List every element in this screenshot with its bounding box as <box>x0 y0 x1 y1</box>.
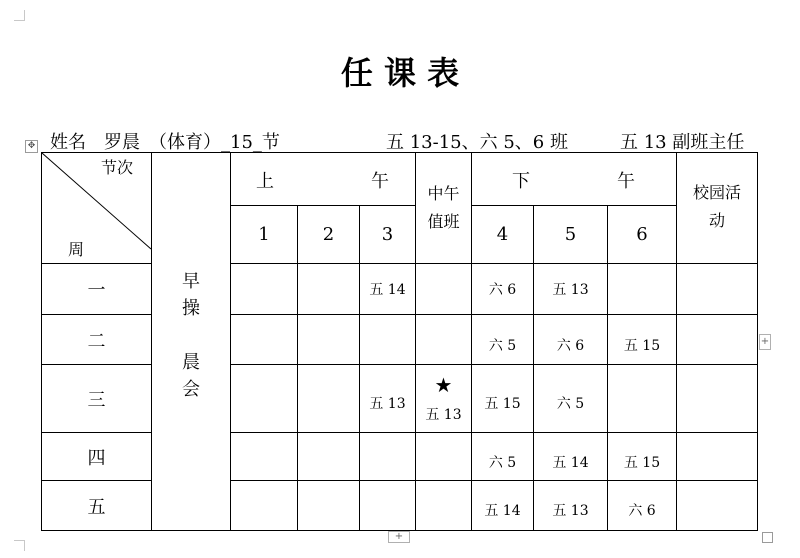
table-resize-icon[interactable] <box>762 532 773 543</box>
add-column-button[interactable]: + <box>759 334 771 350</box>
class-cell: 六 6 <box>488 282 517 298</box>
morning-exercise-char: 会 <box>182 379 200 400</box>
class-cell: 五 13 <box>552 282 589 298</box>
class-cell: 五 14 <box>552 454 589 471</box>
class-cell: 六 6 <box>628 503 656 519</box>
noon-duty-cell <box>416 365 471 432</box>
period-number: 4 <box>496 224 509 245</box>
class-cell: 六 5 <box>556 395 585 412</box>
noon-duty-class: 五 13 <box>425 406 462 423</box>
period-number: 3 <box>381 224 394 245</box>
weekday-label: 五 <box>87 496 106 518</box>
class-cell: 六 6 <box>556 337 585 354</box>
class-cell: 五 13 <box>369 395 406 412</box>
header-morning-second: 午 <box>371 171 389 192</box>
document-title: 任 课 表 <box>340 54 460 92</box>
period-number: 5 <box>564 224 577 245</box>
weekday-label: 二 <box>87 330 106 352</box>
class-cell: 五 13 <box>552 503 589 519</box>
teacher-name-info: 姓名 罗晨 （体育）_15_节 <box>50 132 280 153</box>
morning-exercise-column <box>152 264 230 428</box>
header-afternoon-second: 午 <box>617 171 635 192</box>
header-morning-first: 上 <box>256 171 274 192</box>
star-icon: ★ <box>434 372 453 397</box>
period-number: 6 <box>636 224 648 245</box>
weekday-label: 三 <box>87 389 106 411</box>
morning-exercise-char: 操 <box>182 298 200 319</box>
period-number: 2 <box>322 224 335 245</box>
header-afternoon-first: 下 <box>512 171 530 192</box>
class-cell: 五 15 <box>623 337 661 354</box>
weekday-label: 一 <box>87 280 106 301</box>
header-noon-duty: 中午 值班 <box>427 184 460 231</box>
header-campus-activity: 校园活 动 <box>692 183 741 230</box>
teaching-classes-info: 五 13-15、六 5、6 班 <box>386 132 568 153</box>
header-weekday-label: 周 <box>67 239 84 259</box>
class-cell: 五 15 <box>484 395 521 412</box>
weekday-label: 四 <box>87 447 106 469</box>
class-cell: 六 5 <box>488 337 517 354</box>
period-number: 1 <box>258 224 270 245</box>
class-cell: 六 5 <box>488 454 517 471</box>
add-row-button[interactable]: + <box>388 531 410 543</box>
class-cell: 五 15 <box>623 454 661 471</box>
morning-exercise-char: 晨 <box>182 352 200 373</box>
table-move-icon[interactable]: ✥ <box>25 140 38 153</box>
class-role-info: 五 13 副班主任 <box>620 132 745 153</box>
header-period-label: 节次 <box>100 157 133 177</box>
class-cell: 五 14 <box>369 282 406 298</box>
morning-exercise-char: 早 <box>182 271 200 292</box>
class-cell: 五 14 <box>484 503 521 519</box>
